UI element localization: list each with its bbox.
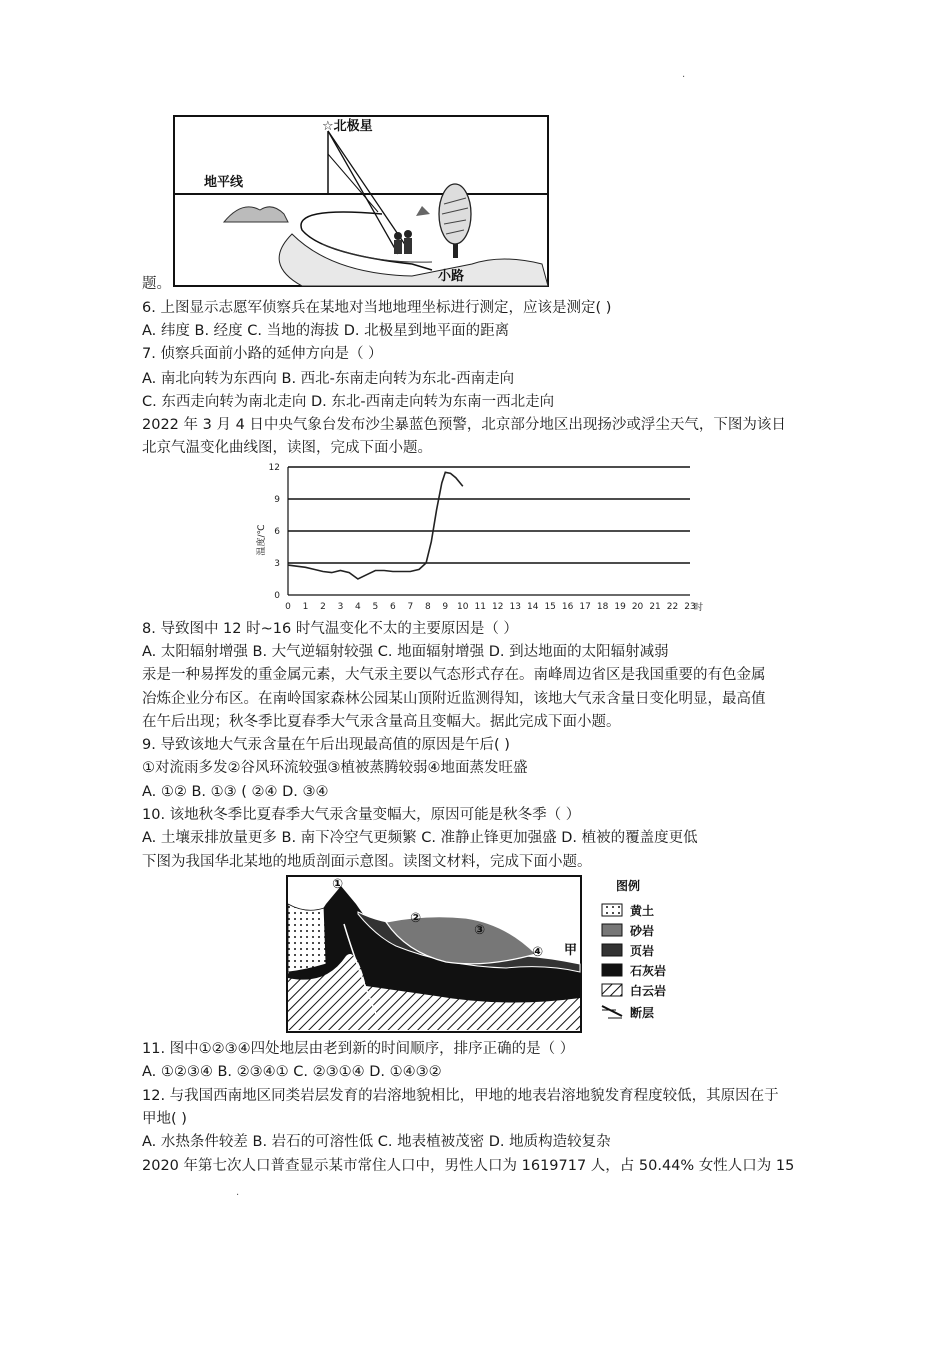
x-axis-label: 时: [694, 603, 704, 613]
question-12: 12. 与我国西南地区同类岩层发育的岩溶地貌相比，甲地的地表岩溶地貌发育程度较低，其原因在于: [142, 1088, 779, 1104]
question-12-line-2: 甲地( ): [142, 1111, 187, 1127]
question-9-statements: ①对流雨多发②谷风环流较强③植被蒸腾较弱④地面蒸发旺盛: [142, 760, 528, 776]
x-tick-label: 4: [355, 602, 361, 612]
question-9: 9. 导致该地大气汞含量在午后出现最高值的原因是午后( ): [142, 737, 510, 753]
x-tick-label: 10: [457, 602, 469, 612]
legend-dolomite: 白云岩: [630, 984, 666, 998]
question-9-options: A. ①② B. ①③ ( ②④ D. ③④: [142, 784, 329, 800]
marker-4: ④: [532, 945, 544, 960]
x-tick-label: 13: [509, 602, 521, 612]
y-tick-label: 0: [274, 591, 280, 601]
scan-mark-bottom: ·: [236, 1190, 240, 1201]
y-tick-label: 3: [274, 559, 280, 569]
y-tick-label: 6: [274, 527, 280, 537]
horizon-label: 地平线: [204, 175, 244, 190]
beijing-temperature-chart: [252, 460, 712, 615]
x-tick-label: 8: [424, 602, 431, 612]
x-tick-label: 19: [614, 602, 626, 612]
x-tick-label: 18: [596, 602, 609, 612]
legend-shale: 页岩: [630, 944, 655, 958]
x-tick-label: 17: [579, 602, 591, 612]
line-0: 题。: [142, 276, 171, 292]
question-10: 10. 该地秋冬季比夏春季大气汞含量变幅大，原因可能是秋冬季（ ）: [142, 807, 581, 823]
material-2-line-2: 冶炼企业分布区。在南岭国家森林公园某山顶附近监测得知，该地大气汞含量日变化明显，最高值: [142, 691, 766, 707]
material-2-line-3: 在午后出现；秋冬季比夏春季大气汞含量高且变幅大。据此完成下面小题。: [142, 714, 621, 730]
question-11-options: A. ①②③④ B. ②③④① C. ②③①④ D. ①④③②: [142, 1064, 442, 1080]
x-tick-label: 11: [474, 602, 486, 612]
polaris-observation-figure: [172, 114, 550, 290]
path-label: 小路: [438, 269, 465, 284]
scan-mark-top: ·: [682, 72, 686, 83]
legend-title: 图例: [616, 879, 641, 893]
x-tick-label: 21: [649, 602, 661, 612]
legend-fault: 断层: [630, 1006, 655, 1020]
marker-1: ①: [332, 877, 344, 892]
y-tick-label: 12: [268, 463, 280, 473]
question-11: 11. 图中①②③④四处地层由老到新的时间顺序，排序正确的是（ ）: [142, 1041, 575, 1057]
question-8-options: A. 太阳辐射增强 B. 大气逆辐射较强 C. 地面辐射增强 D. 到达地面的太阳辐射减弱: [142, 644, 669, 660]
x-tick-label: 7: [407, 602, 414, 612]
material-1-line-1: 2022 年 3 月 4 日中央气象台发布沙尘暴蓝色预警，北京部分地区出现扬沙或浮尘天气，下图为该日: [142, 417, 786, 433]
marker-2: ②: [410, 911, 422, 926]
question-6-options: A. 纬度 B. 经度 C. 当地的海拔 D. 北极星到地平面的距离: [142, 323, 510, 339]
question-7-options-ab: A. 南北向转为东西向 B. 西北-东南走向转为东北-西南走向: [142, 371, 515, 387]
question-6: 6. 上图显示志愿军侦察兵在某地对当地地理坐标进行测定，应该是测定( ): [142, 300, 612, 316]
question-7-options-cd: C. 东西走向转为南北走向 D. 东北-西南走向转为东南一西北走向: [142, 394, 555, 410]
question-8: 8. 导致图中 12 时~16 时气温变化不太的主要原因是（ ）: [142, 621, 518, 637]
y-tick-label: 9: [274, 495, 280, 505]
x-tick-label: 20: [631, 602, 644, 612]
question-10-options: A. 土壤汞排放量更多 B. 南下冷空气更频繁 C. 准静止锋更加强盛 D. 植被的覆盖度更低: [142, 830, 698, 846]
x-tick-label: 12: [492, 602, 504, 612]
question-12-options: A. 水热条件较差 B. 岩石的可溶性低 C. 地表植被茂密 D. 地质构造较复杂: [142, 1134, 611, 1150]
x-tick-label: 2: [320, 602, 326, 612]
material-1-line-2: 北京气温变化曲线图，读图，完成下面小题。: [142, 440, 432, 456]
x-tick-label: 15: [544, 602, 556, 612]
marker-3: ③: [474, 923, 486, 938]
place-label-jia: 甲: [564, 943, 578, 958]
x-tick-label: 0: [285, 602, 291, 612]
x-tick-label: 16: [561, 602, 574, 612]
y-axis-label: 温度/℃: [257, 524, 267, 556]
material-4-line-1: 2020 年第七次人口普查显示某市常住人口中，男性人口为 1619717 人，占 50.44% 女性人口为 15: [142, 1158, 795, 1174]
x-tick-label: 9: [442, 602, 449, 612]
geologic-cross-section-figure: [286, 874, 666, 1034]
x-tick-label: 14: [526, 602, 539, 612]
legend-sandstone: 砂岩: [630, 924, 655, 938]
x-tick-label: 6: [390, 602, 396, 612]
material-3-line-1: 下图为我国华北某地的地质剖面示意图。读图文材料，完成下面小题。: [142, 854, 592, 870]
x-tick-label: 23: [684, 602, 696, 612]
legend-limestone: 石灰岩: [630, 964, 666, 978]
x-tick-label: 22: [666, 602, 679, 612]
x-tick-label: 1: [302, 602, 309, 612]
legend-loess: 黄土: [630, 904, 655, 918]
x-tick-label: 3: [337, 602, 344, 612]
material-2-line-1: 汞是一种易挥发的重金属元素，大气汞主要以气态形式存在。南峰周边省区是我国重要的有色金属: [142, 667, 766, 683]
polaris-label: ☆北极星: [322, 119, 373, 134]
question-7: 7. 侦察兵面前小路的延伸方向是（ ）: [142, 346, 383, 362]
x-tick-label: 5: [372, 602, 379, 612]
